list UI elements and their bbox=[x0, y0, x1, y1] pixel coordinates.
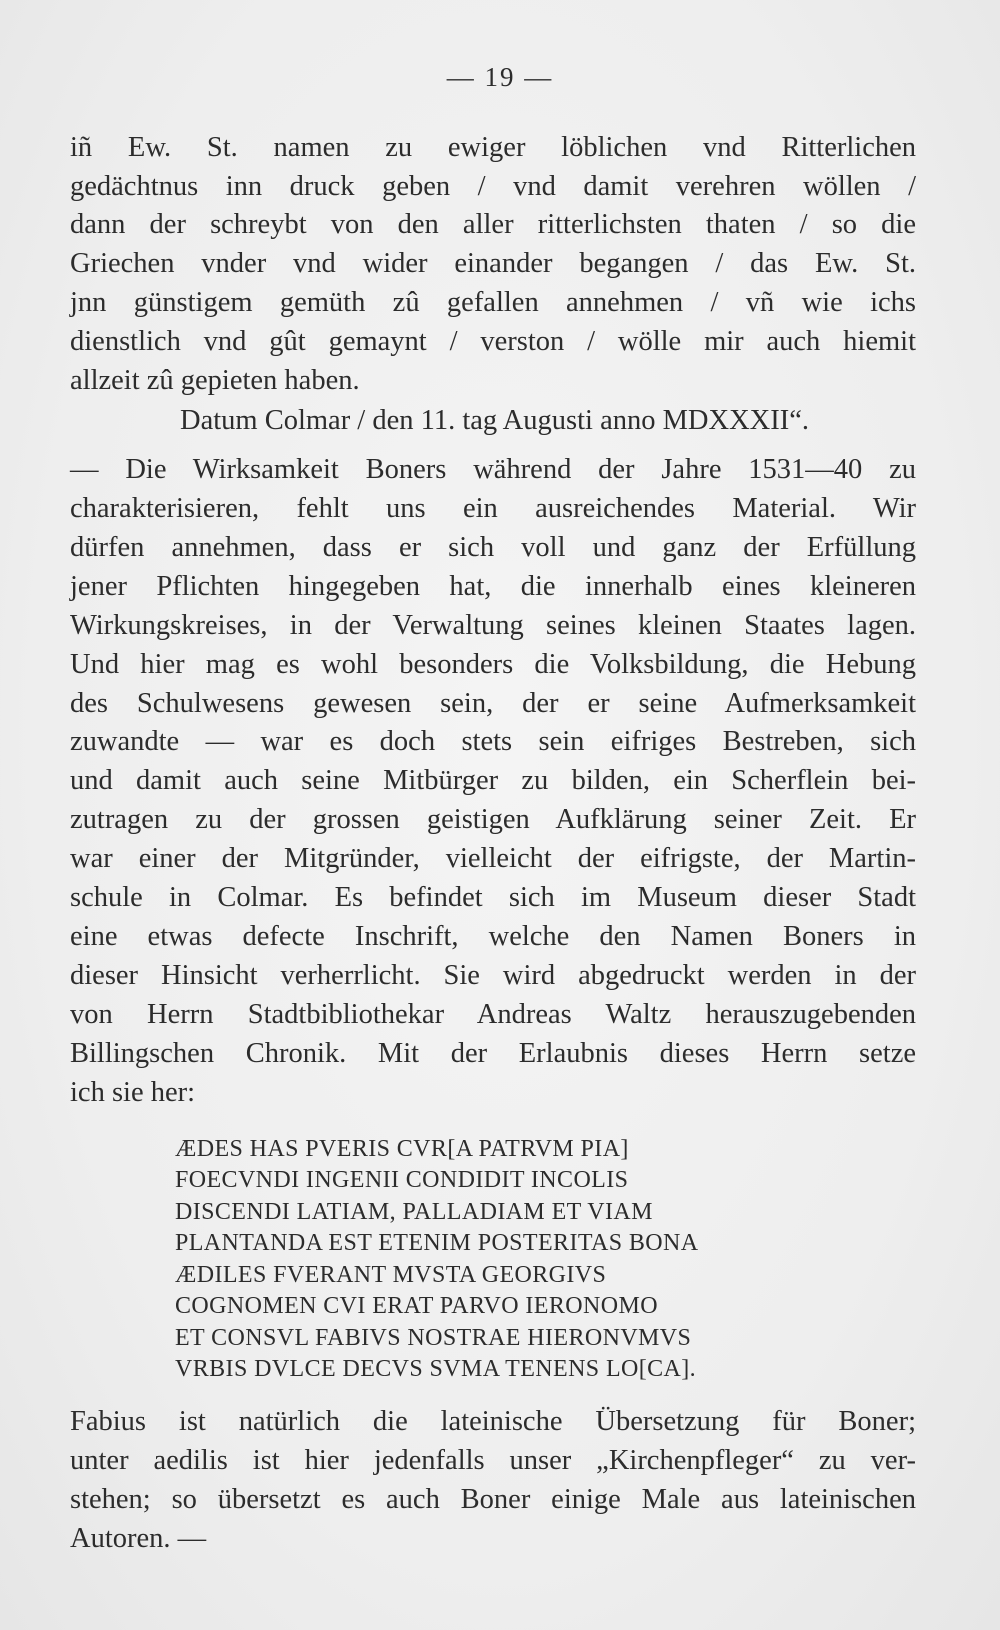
text-line: stehen; so übersetzt es auch Boner einige Male aus lateinischen bbox=[70, 1484, 916, 1515]
text-line: Fabius ist natürlich die lateinische Übersetzung für Boner; bbox=[70, 1406, 916, 1437]
text-line: ich sie her: bbox=[70, 1077, 196, 1108]
text-line: Griechen vnder vnd wider einander begangen / das Ew. St. bbox=[70, 248, 916, 279]
inscription-line: PLANTANDA EST ETENIM POSTERITAS BONA bbox=[175, 1230, 699, 1256]
text-line: Wirkungskreises, in der Verwaltung seines kleinen Staates lagen. bbox=[70, 610, 916, 641]
text-line: Billingschen Chronik. Mit der Erlaubnis dieses Herrn setze bbox=[70, 1038, 916, 1069]
text-line: Und hier mag es wohl besonders die Volksbildung, die Hebung bbox=[70, 649, 916, 680]
text-line: des Schulwesens gewesen sein, der er seine Aufmerksamkeit bbox=[70, 688, 916, 719]
page-number: — 19 — bbox=[446, 62, 554, 92]
text-line: von Herrn Stadtbibliothekar Andreas Waltz herauszugebenden bbox=[70, 999, 916, 1030]
text-line: und damit auch seine Mitbürger zu bilden, ein Scherflein bei- bbox=[70, 765, 916, 796]
text-line: charakterisieren, fehlt uns ein ausreichendes Material. Wir bbox=[70, 493, 916, 524]
inscription-line: VRBIS DVLCE DECVS SVMA TENENS LO[CA]. bbox=[175, 1356, 697, 1382]
text-line: dann der schreybt von den aller ritterlichsten thaten / so die bbox=[70, 209, 916, 240]
inscription-line: ÆDES HAS PVERIS CVR[A PATRVM PIA] bbox=[175, 1136, 629, 1162]
text-line: Autoren. — bbox=[70, 1523, 207, 1554]
inscription-line: ÆDILES FVERANT MVSTA GEORGIVS bbox=[175, 1262, 607, 1288]
text-line: zutragen zu der grossen geistigen Aufklärung seiner Zeit. Er bbox=[70, 804, 916, 835]
text-line: dieser Hinsicht verherrlicht. Sie wird abgedruckt werden in der bbox=[70, 960, 916, 991]
text-line: war einer der Mitgründer, vielleicht der eifrigste, der Martin- bbox=[70, 843, 916, 874]
inscription-line: COGNOMEN CVI ERAT PARVO IERONOMO bbox=[175, 1293, 658, 1319]
inscription-line: FOECVNDI INGENII CONDIDIT INCOLIS bbox=[175, 1167, 629, 1193]
inscription-line: ET CONSVL FABIVS NOSTRAE HIERONVMVS bbox=[175, 1325, 692, 1351]
text-line: iñ Ew. St. namen zu ewiger löblichen vnd Ritterlichen bbox=[70, 132, 916, 163]
datum-line: Datum Colmar / den 11. tag Augusti anno MDXXXII“. bbox=[180, 405, 810, 436]
text-line: — Die Wirksamkeit Boners während der Jahre 1531—40 zu bbox=[70, 454, 916, 485]
text-line: schule in Colmar. Es befindet sich im Museum dieser Stadt bbox=[70, 882, 916, 913]
text-line: dienstlich vnd gût gemaynt / verston / wölle mir auch hiemit bbox=[70, 326, 916, 357]
text-line: eine etwas defecte Inschrift, welche den Namen Boners in bbox=[70, 921, 916, 952]
text-line: gedächtnus inn druck geben / vnd damit verehren wöllen / bbox=[70, 171, 916, 202]
text-line: dürfen annehmen, dass er sich voll und ganz der Erfüllung bbox=[70, 532, 916, 563]
text-line: allzeit zû gepieten haben. bbox=[70, 365, 360, 396]
text-line: unter aedilis ist hier jedenfalls unser „Kirchenpfleger“ zu ver- bbox=[70, 1445, 916, 1476]
inscription-line: DISCENDI LATIAM, PALLADIAM ET VIAM bbox=[175, 1199, 653, 1225]
text-line: jnn günstigem gemüth zû gefallen annehmen / vñ wie ichs bbox=[70, 287, 916, 318]
text-line: zuwandte — war es doch stets sein eifriges Bestreben, sich bbox=[70, 726, 916, 757]
text-line: jener Pflichten hingegeben hat, die innerhalb eines kleineren bbox=[70, 571, 916, 602]
